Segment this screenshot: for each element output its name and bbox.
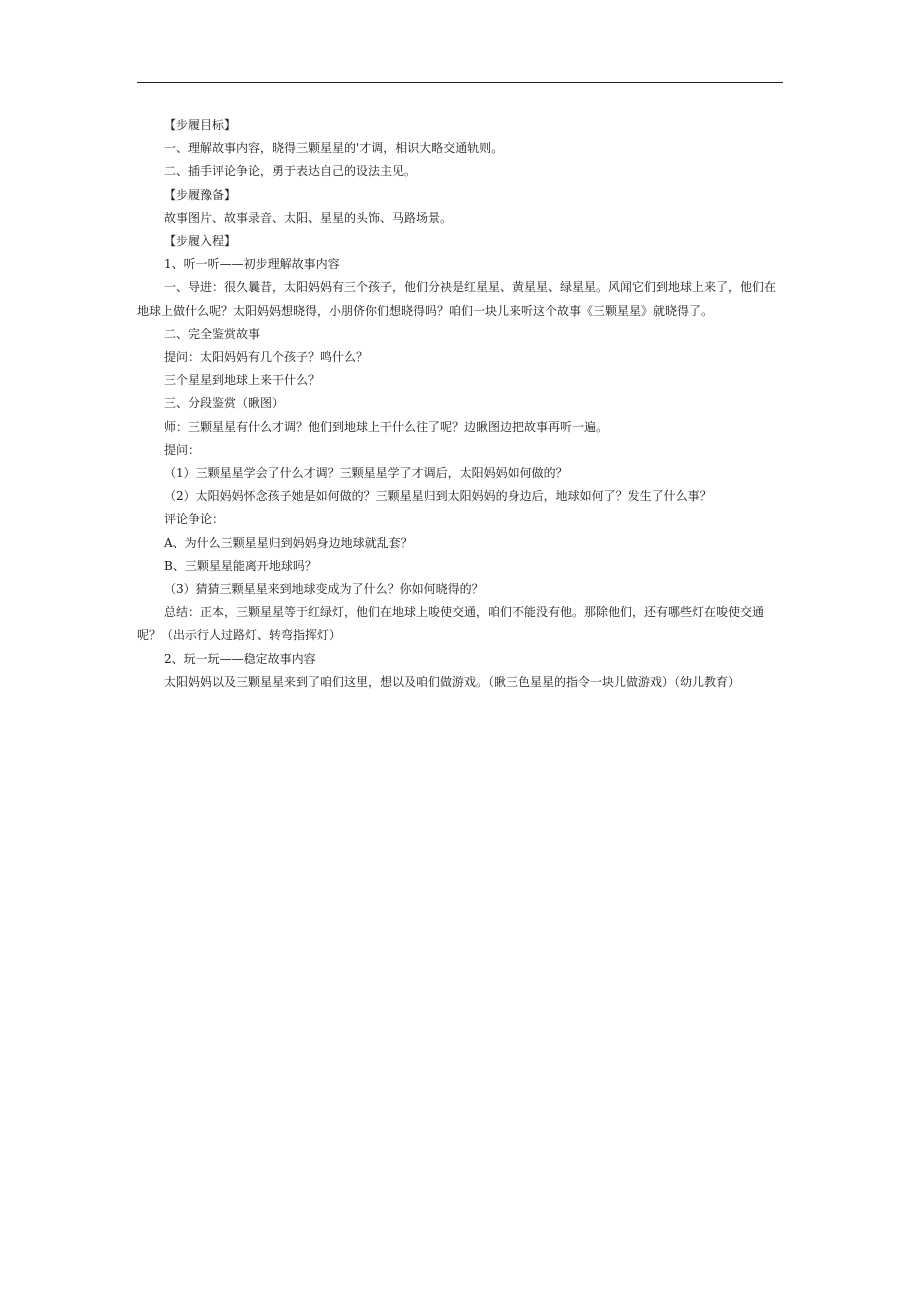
question-2: 三个星星到地球上来干什么？ [164, 373, 321, 388]
document-body [137, 114, 787, 694]
question-1: 提问：太阳妈妈有几个孩子？鸣什么？ [164, 350, 369, 365]
step-heading-play: 2、玩一玩——稳定故事内容 [164, 651, 316, 666]
questions-label: 提问： [164, 442, 201, 457]
summary-paragraph: 总结：正本，三颗星星等于红绿灯，他们在地球上唆使交通，咱们不能没有他。那除他们，还有哪些灯在唆使交通呢？（出示行人过路灯、转弯指挥灯） [137, 605, 765, 643]
intro-paragraph: 一、导进：很久曩昔，太阳妈妈有三个孩子，他们分袂是红星星、黄星星、绿星星。风闻它们到地球上来了，他们在地球上做什么呢？太阳妈妈想晓得，小朋侪你们想晓得吗？咱们一块儿来听这个故事《三颗星星》就晓得了。 [137, 280, 777, 318]
header-rule [137, 82, 783, 83]
question-item-3: （3）猜猜三颗星星来到地球变成为了什么？你如何晓得的？ [164, 582, 484, 597]
section-heading-process: 【步履入程】 [164, 234, 237, 249]
teacher-line: 师：三颗星星有什么才调？他们到地球上干什么往了呢？边瞅图边把故事再听一遍。 [164, 419, 609, 434]
discussion-item-b: B、三颗星星能离开地球吗？ [164, 558, 317, 573]
step-heading-listen: 1、听一听——初步理解故事内容 [164, 257, 340, 272]
game-paragraph: 太阳妈妈以及三颗星星来到了咱们这里，想以及咱们做游戏。（瞅三色星星的指令一块儿做游戏）（幼儿教育） [164, 674, 741, 689]
sub-heading-segmented: 三、分段鉴赏（瞅图） [164, 396, 285, 411]
question-item-2: （2）太阳妈妈怀念孩子她是如何做的？三颗星星归到太阳妈妈的身边后，地球如何了？发生了什么事？ [164, 489, 712, 504]
sub-heading-full-story: 二、完全鉴赏故事 [164, 326, 261, 341]
preparation-text: 故事图片、故事录音、太阳、星星的头饰、马路场景。 [164, 210, 453, 225]
discussion-item-a: A、为什么三颗星星归到妈妈身边地球就乱套？ [164, 535, 413, 550]
question-item-1: （1）三颗星星学会了什么才调？三颗星星学了才调后，太阳妈妈如何做的？ [164, 466, 568, 481]
discussion-label: 评论争论： [164, 512, 225, 527]
section-heading-goals: 【步履目标】 [164, 118, 237, 132]
goal-item-1: 一、理解故事内容，晓得三颗星星的'才调，相识大略交通轨则。 [164, 141, 504, 156]
goal-item-2: 二、插手评论争论，勇于表达自己的设法主见。 [164, 164, 417, 179]
section-heading-preparation: 【步履豫备】 [164, 187, 237, 202]
